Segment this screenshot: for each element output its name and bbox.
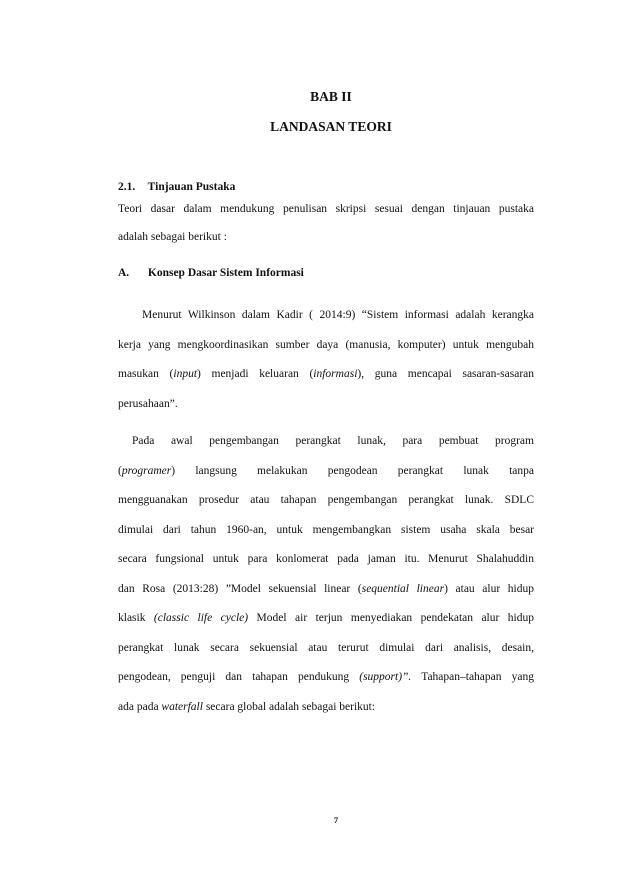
paragraph-line: Teori dasar dalam mendukung penulisan skripsi sesuai dengan tinjauan pustaka [118, 203, 534, 215]
paragraph-line [118, 366, 534, 382]
text-segment: ) atau alur hidup [444, 583, 534, 595]
text-segment: ) langsung melakukan pengodean perangkat lunak tanpa [171, 465, 534, 477]
section-number: 2.1. [118, 181, 136, 193]
italic-term: waterfall [161, 701, 203, 713]
section-heading [118, 181, 235, 193]
text-segment: ada pada [118, 701, 162, 713]
text-segment: Tahapan–tahapan yang [411, 671, 534, 683]
paragraph-line: kerja yang mengkoordinasikan sumber daya (manusia, komputer) untuk mengubah [118, 339, 534, 351]
text-segment: ( [118, 465, 122, 477]
paragraph-line: Menurut Wilkinson dalam Kadir ( 2014:9) “Sistem informasi adalah kerangka [142, 309, 534, 321]
text-segment: secara global adalah sebagai berikut: [202, 701, 376, 713]
text-segment: Model air terjun menyediakan pendekatan alur hidup [248, 612, 534, 624]
paragraph-line [118, 610, 534, 626]
page-number: 7 [333, 815, 339, 825]
italic-term: (classic life cycle) [153, 612, 249, 624]
text-segment: dan Rosa (2013:28) ”Model sekuensial linear ( [118, 583, 362, 595]
paragraph-line: mengguanakan prosedur atau tahapan pengembangan perangkat lunak. SDLC [118, 494, 534, 506]
chapter-label: BAB II [310, 89, 352, 104]
paragraph-line [118, 699, 534, 715]
italic-term: sequential linear [361, 583, 445, 595]
italic-term: programer [121, 465, 172, 477]
text-segment: ) menjadi keluaran ( [197, 368, 314, 380]
text-segment: ), guna mencapai sasaran-sasaran [357, 368, 534, 380]
subsection-title: Konsep Dasar Sistem Informasi [147, 267, 304, 279]
paragraph-line: adalah sebagai berikut : [118, 231, 227, 243]
italic-term: informasi [313, 368, 358, 380]
text-segment: klasik [118, 612, 154, 624]
chapter-title: LANDASAN TEORI [270, 119, 392, 134]
paragraph-line [118, 463, 534, 479]
paragraph-line: perangkat lunak secara sekuensial atau terurut dimulai dari analisis, desain, [118, 642, 534, 654]
paragraph-line [118, 581, 534, 597]
paragraph-line: perusahaan”. [118, 398, 178, 410]
italic-term: (support)”. [359, 671, 412, 683]
text-segment: masukan ( [118, 368, 174, 380]
paragraph-line: secara fungsional untuk para konlomerat pada jaman itu. Menurut Shalahuddin [118, 553, 534, 565]
section-title: Tinjauan Pustaka [147, 181, 236, 193]
paragraph-line: Pada awal pengembangan perangkat lunak, para pembuat program [132, 435, 534, 447]
text-segment: pengodean, penguji dan tahapan pendukung [118, 671, 360, 683]
italic-term: input [173, 368, 198, 380]
paragraph-line [118, 669, 534, 685]
subsection-heading [118, 267, 304, 279]
subsection-number: A. [118, 267, 130, 279]
paragraph-line: dimulai dari tahun 1960-an, untuk mengembangkan sistem usaha skala besar [118, 524, 534, 536]
